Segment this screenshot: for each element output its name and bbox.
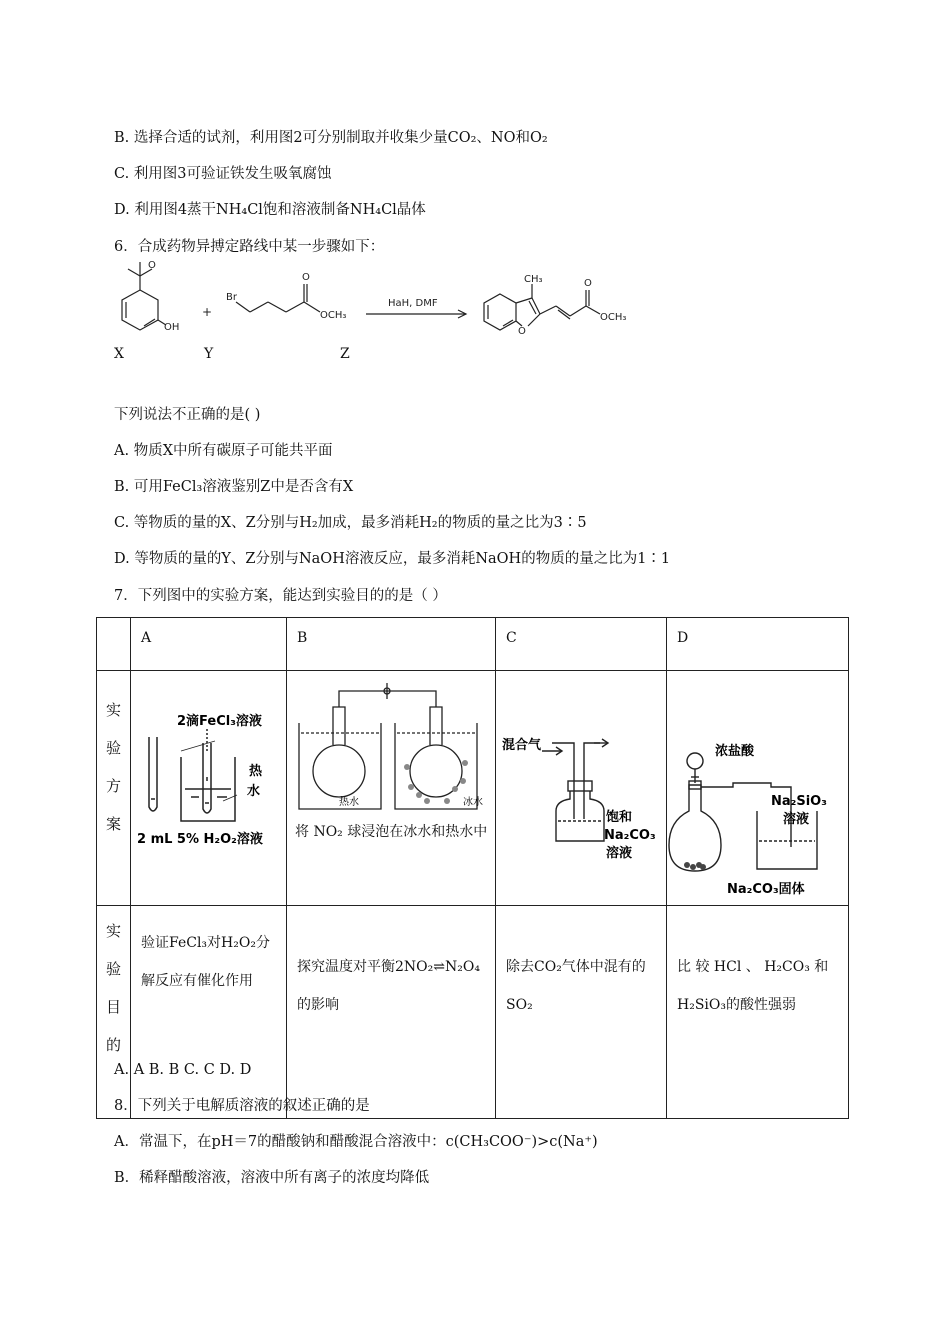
- header-d: D: [667, 618, 849, 671]
- option-c-line: C. 利用图3可验证铁发生吸氧腐蚀: [114, 166, 332, 182]
- reaction-conditions: HaH, DMF: [388, 298, 438, 309]
- a-h2o2-label: 2 mL 5% H₂O₂溶液: [137, 832, 263, 847]
- c-na2co3-label: Na₂CO₃: [604, 828, 656, 843]
- goal-c: 除去CO₂气体中混有的SO₂: [496, 906, 667, 1119]
- a-water-label: 水: [247, 784, 261, 799]
- question-8-title: 8．下列关于电解质溶液的叙述正确的是: [114, 1098, 370, 1114]
- a-fecl3-label: 2滴FeCl₃溶液: [177, 714, 262, 729]
- header-b: B: [287, 618, 496, 671]
- c-mixed-gas: 混合气: [502, 738, 542, 753]
- scheme-a-cell: [131, 671, 287, 906]
- label-z: Z: [340, 346, 350, 362]
- q8-option-b: B．稀释醋酸溶液，溶液中所有离子的浓度均降低: [114, 1170, 430, 1186]
- acid-strength-apparatus-diagram: [667, 671, 849, 897]
- scheme-b-cell: [287, 671, 496, 906]
- scheme-c-cell: [496, 671, 667, 906]
- goal-d: 比 较 HCl 、 H₂CO₃ 和 H₂SiO₃的酸性强弱: [667, 906, 849, 1119]
- row-label-goal: 实 验 目 的: [97, 906, 131, 1119]
- header-c: C: [496, 618, 667, 671]
- gas-washing-bottle-diagram: [496, 671, 667, 885]
- b-ice-water: 冰水: [463, 797, 483, 808]
- d-solution-label: 溶液: [783, 812, 810, 827]
- reaction-scheme: [100, 262, 660, 372]
- b-caption: 将 NO₂ 球浸泡在冰水和热水中: [295, 824, 488, 840]
- y-o-label: O: [302, 272, 310, 283]
- goal-b: 探究温度对平衡2NO₂⇌N₂O₄的影响: [287, 906, 496, 1119]
- c-sat-label: 饱和: [606, 810, 633, 825]
- z-ch3-label: CH₃: [524, 274, 543, 285]
- x-o-label: O: [148, 260, 156, 271]
- z-carbonyl-o: O: [584, 278, 592, 289]
- option-d-line: D. 利用图4蒸干NH₄Cl饱和溶液制备NH₄Cl晶体: [114, 202, 426, 218]
- q6-option-b: B. 可用FeCl₃溶液鉴别Z中是否含有X: [114, 479, 354, 495]
- y-br-label: Br: [226, 292, 237, 303]
- header-empty: [97, 618, 131, 671]
- question-7-options: A. A B. B C. C D. D: [114, 1062, 252, 1078]
- question-7-title: 7．下列图中的实验方案，能达到实验目的的是（ ）: [114, 588, 447, 604]
- z-o-label: O: [518, 326, 526, 337]
- y-och3-label: OCH₃: [320, 310, 347, 321]
- scheme-d-cell: [667, 671, 849, 906]
- label-y: Y: [204, 346, 214, 362]
- q6-option-d: D. 等物质的量的Y、Z分别与NaOH溶液反应，最多消耗NaOH的物质的量之比为1∶1: [114, 551, 671, 567]
- d-hcl-label: 浓盐酸: [715, 744, 755, 759]
- z-och3-label: OCH₃: [600, 312, 627, 323]
- question-7-table: [96, 617, 849, 1119]
- row-label-scheme: 实 验 方 案: [97, 671, 131, 906]
- d-solid-label: Na₂CO₃固体: [727, 882, 805, 897]
- q6-option-a: A. 物质X中所有碳原子可能共平面: [114, 443, 333, 459]
- d-na2sio3-label: Na₂SiO₃: [771, 794, 827, 809]
- b-hot-water: 热水: [339, 797, 359, 808]
- option-b-line: B. 选择合适的试剂，利用图2可分别制取并收集少量CO₂、NO和O₂: [114, 130, 548, 146]
- q8-option-a: A．常温下，在pH＝7的醋酸钠和醋酸混合溶液中：c(CH₃COO⁻)>c(Na⁺): [114, 1134, 598, 1150]
- q6-option-c: C. 等物质的量的X、Z分别与H₂加成，最多消耗H₂的物质的量之比为3∶5: [114, 515, 587, 531]
- goal-a: 验证FeCl₃对H₂O₂分解反应有催化作用: [131, 906, 287, 1119]
- no2-bulbs-diagram: [287, 671, 496, 811]
- header-a: A: [131, 618, 287, 671]
- a-hot-label: 热: [249, 764, 263, 779]
- question-6-title: 6．合成药物异搏定路线中某一步骤如下：: [114, 239, 385, 255]
- question-6-stem: 下列说法不正确的是( ): [114, 407, 261, 423]
- label-x: X: [114, 346, 124, 362]
- test-tube-beaker-diagram: [131, 671, 287, 885]
- c-solution-label: 溶液: [606, 846, 633, 861]
- x-oh-label: OH: [164, 322, 180, 333]
- plus-sign: +: [202, 305, 213, 319]
